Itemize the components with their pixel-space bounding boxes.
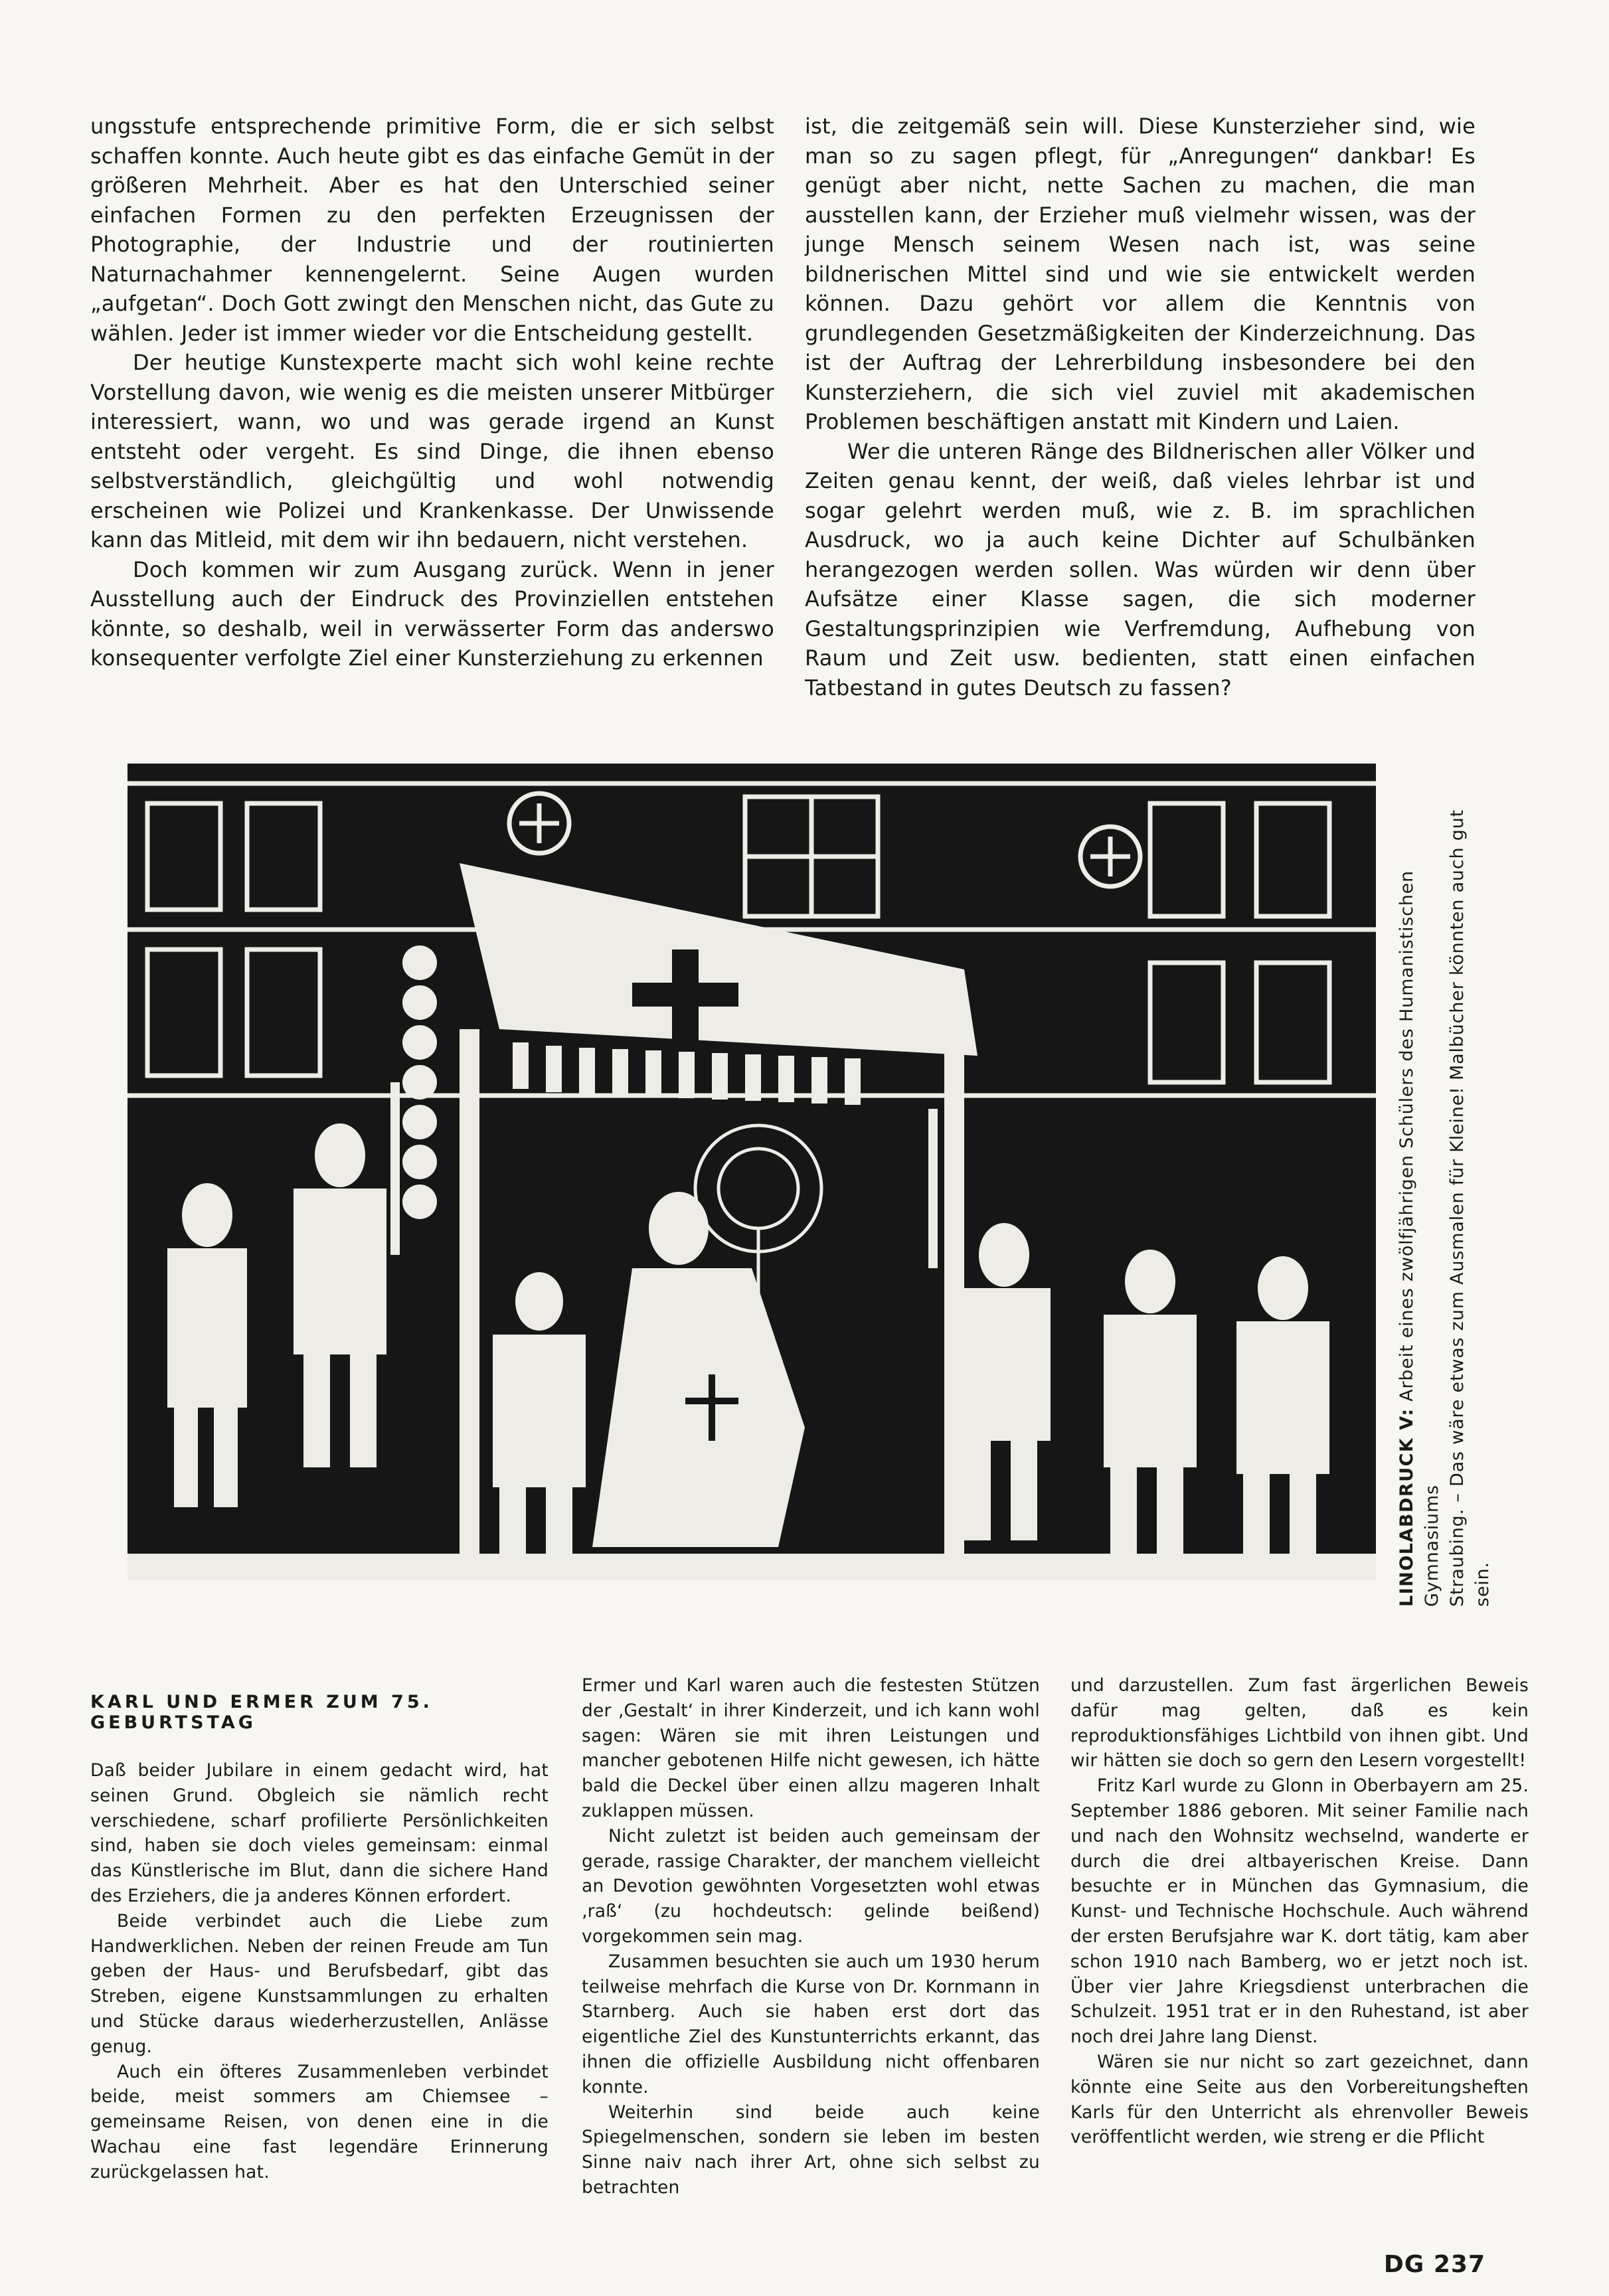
paragraph: ist, die zeitgemäß sein will. Diese Kunsterzieher sind, wie man so zu sagen pflegt, für „Anregungen“ dankbar! Es genügt aber nicht, nette Sachen zu machen, die man ausstellen kann, der Erzieher muß vielmehr wissen, was der junge Mensch seinem Wesen nach ist, was seine bildnerischen Mittel sind und wie sie entwickelt werden können. Dazu gehört vor allem die Kenntnis von grundlegenden Gesetzmäßigkeiten der Kinderzeichnung. Das ist der Auftrag der Lehrerbildung insbesondere bei den Kunsterziehern, die sich viel zuviel mit akademischen Problemen beschäftigen anstatt mit Kindern und Laien. [805, 114, 1476, 434]
paragraph: Weiterhin sind beide auch keine Spiegelmenschen, sondern sie leben im besten Sinne naiv nach ihrer Art, ohne sich selbst zu betrachten [582, 2101, 1040, 2198]
paragraph: Der heutige Kunstexperte macht sich wohl keine rechte Vorstellung davon, wie wenig es die meisten unserer Mitbürger interessiert, wann, wo und was gerade irgend an Kunst entsteht oder vergeht. Es sind Dinge, die ihnen ebenso selbstverständlich, gleichgültig und wohl notwendig erscheinen wie Polizei und Krankenkasse. Der Unwissende kann das Mitleid, mit dem wir ihn bedauern, nicht verstehen. [90, 350, 774, 552]
ground [127, 1554, 1376, 1580]
top-left-column [90, 112, 774, 673]
bottom-column-2 [582, 1673, 1040, 2200]
paragraph: Doch kommen wir zum Ausgang zurück. Wenn in jener Ausstellung auch der Eindruck des Provinziellen entstehen könnte, so deshalb, weil in verwässerter Form das anderswo konsequenter verfolgte Ziel einer Kunsterziehung zu erkennen [90, 556, 774, 671]
caption-line-2: Straubing. – Das wäre etwas zum Ausmalen für Kleine! Malbücher könnten auch gut sein. [1447, 809, 1493, 1607]
caption-label: LINOLABDRUCK V: [1397, 1408, 1417, 1607]
paragraph: Daß beider Jubilare in einem gedacht wird, hat seinen Grund. Obgleich sie nämlich recht verschiedene, scharf profilierte Persönlichkeiten sind, haben sie doch vieles gemeinsam: einmal das Künstlerische im Blut, dann die sichere Hand des Erziehers, die ja anderes Können erfordert. [90, 1760, 549, 1906]
paragraph: Zusammen besuchten sie auch um 1930 herum teilweise mehrfach die Kurse von Dr. Kornmann in Starnberg. Auch sie haben erst dort das eigentliche Ziel des Kunstunterrichts erkannt, das ihnen die offizielle Ausbildung nicht offenbaren konnte. [582, 1951, 1040, 2097]
bottom-column-1 [90, 1758, 549, 2185]
figure-caption [1395, 790, 1495, 1607]
paragraph: Wären sie nur nicht so zart gezeichnet, dann könnte eine Seite aus den Vorbereitungsheften Karls für den Unterricht als ehrenvoller Beweis veröffentlicht werden, wie streng er die Pflicht [1070, 2051, 1529, 2148]
linocut-illustration [127, 764, 1376, 1580]
paragraph: Fritz Karl wurde zu Glonn in Oberbayern am 25. September 1886 geboren. Mit seiner Familie nach und nach den Wohnsitz wechselnd, wanderte er durch die drei altbayerischen Kreise. Dann besuchte er in München das Gymnasium, die Kunst- und Technische Hochschule. Auch während der ersten Berufsjahre war K. dort tätig, kam aber schon 1910 nach Bamberg, wo er jetzt noch ist. Über vier Jahre Kriegsdienst unterbrachen die Schulzeit. 1951 trat er in den Ruhestand, ist aber noch drei Jahre lang Dienst. [1070, 1775, 1529, 2048]
paragraph: ungsstufe entsprechende primitive Form, die er sich selbst schaffen konnte. Auch heute gibt es das einfache Gemüt in der größeren Mehrheit. Aber es hat den Unterschied seiner einfachen Formen zu den perfekten Erzeugnissen der Photographie, der Industrie und der routinierten Naturnachahmer kennengelernt. Seine Augen wurden „aufgetan“. Doch Gott zwingt den Menschen nicht, das Gute zu wählen. Jeder ist immer wieder vor die Entscheidung gestellt. [90, 114, 774, 346]
paragraph: Beide verbindet auch die Liebe zum Handwerklichen. Neben der reinen Freude am Tun geben der Haus- und Berufsbedarf, gibt das Streben, eigene Kunstsammlungen zu erhalten und Stücke daraus wiederherzustellen, Anlässe genug. [90, 1910, 549, 2057]
paragraph: Ermer und Karl waren auch die festesten Stützen der ‚Gestalt‘ in ihrer Kinderzeit, und ich kann wohl sagen: Wären sie mit ihren Leistungen und mancher gebotenen Hilfe nicht gewesen, ich hätte bald die Deckel über einen allzu mageren Inhalt zuklappen müssen. [582, 1675, 1040, 1821]
paragraph: und darzustellen. Zum fast ärgerlichen Beweis dafür mag gelten, daß es kein reproduktionsfähiges Lichtbild von ihnen gibt. Und wir hätten sie doch so gern den Lesern vorgestellt! [1070, 1675, 1529, 1771]
paragraph: Auch ein öfteres Zusammenleben verbindet beide, meist sommers am Chiemsee – gemeinsame Reisen, von denen eine in die Wachau eine fast legendäre Erinnerung zurückgelassen hat. [90, 2061, 549, 2182]
page-number: DG 237 [1383, 2251, 1485, 2278]
paragraph: Wer die unteren Ränge des Bildnerischen aller Völker und Zeiten genau kennt, der weiß, daß vieles lehrbar ist und sogar gelehrt werden muß, wie z. B. im sprachlichen Ausdruck, wo ja auch keine Dichter auf Schulbänken herangezogen werden sollen. Was würden wir denn über Aufsätze einer Klasse sagen, die sich moderner Gestaltungsprinzipien wie Verfremdung, Aufhebung von Raum und Zeit usw. bedienten, statt einen einfachen Tatbestand in gutes Deutsch zu fassen? [805, 438, 1476, 700]
section-heading: KARL UND ERMER ZUM 75. GEBURTSTAG [90, 1692, 433, 1733]
linocut-procession-image [127, 764, 1376, 1580]
top-right-column [805, 112, 1476, 702]
caption-line-1: Arbeit eines zwölfjährigen Schülers des Humanistischen Gymnasiums [1397, 870, 1442, 1607]
paragraph: Nicht zuletzt ist beiden auch gemeinsam der gerade, rassige Charakter, der manchem vielleicht an Devotion gewöhnten Vorgesetzten wohl etwas ‚raß‘ (zu hochdeutsch: gelinde beißend) vorgekommen sein mag. [582, 1825, 1040, 1947]
bottom-column-3 [1070, 1673, 1529, 2150]
